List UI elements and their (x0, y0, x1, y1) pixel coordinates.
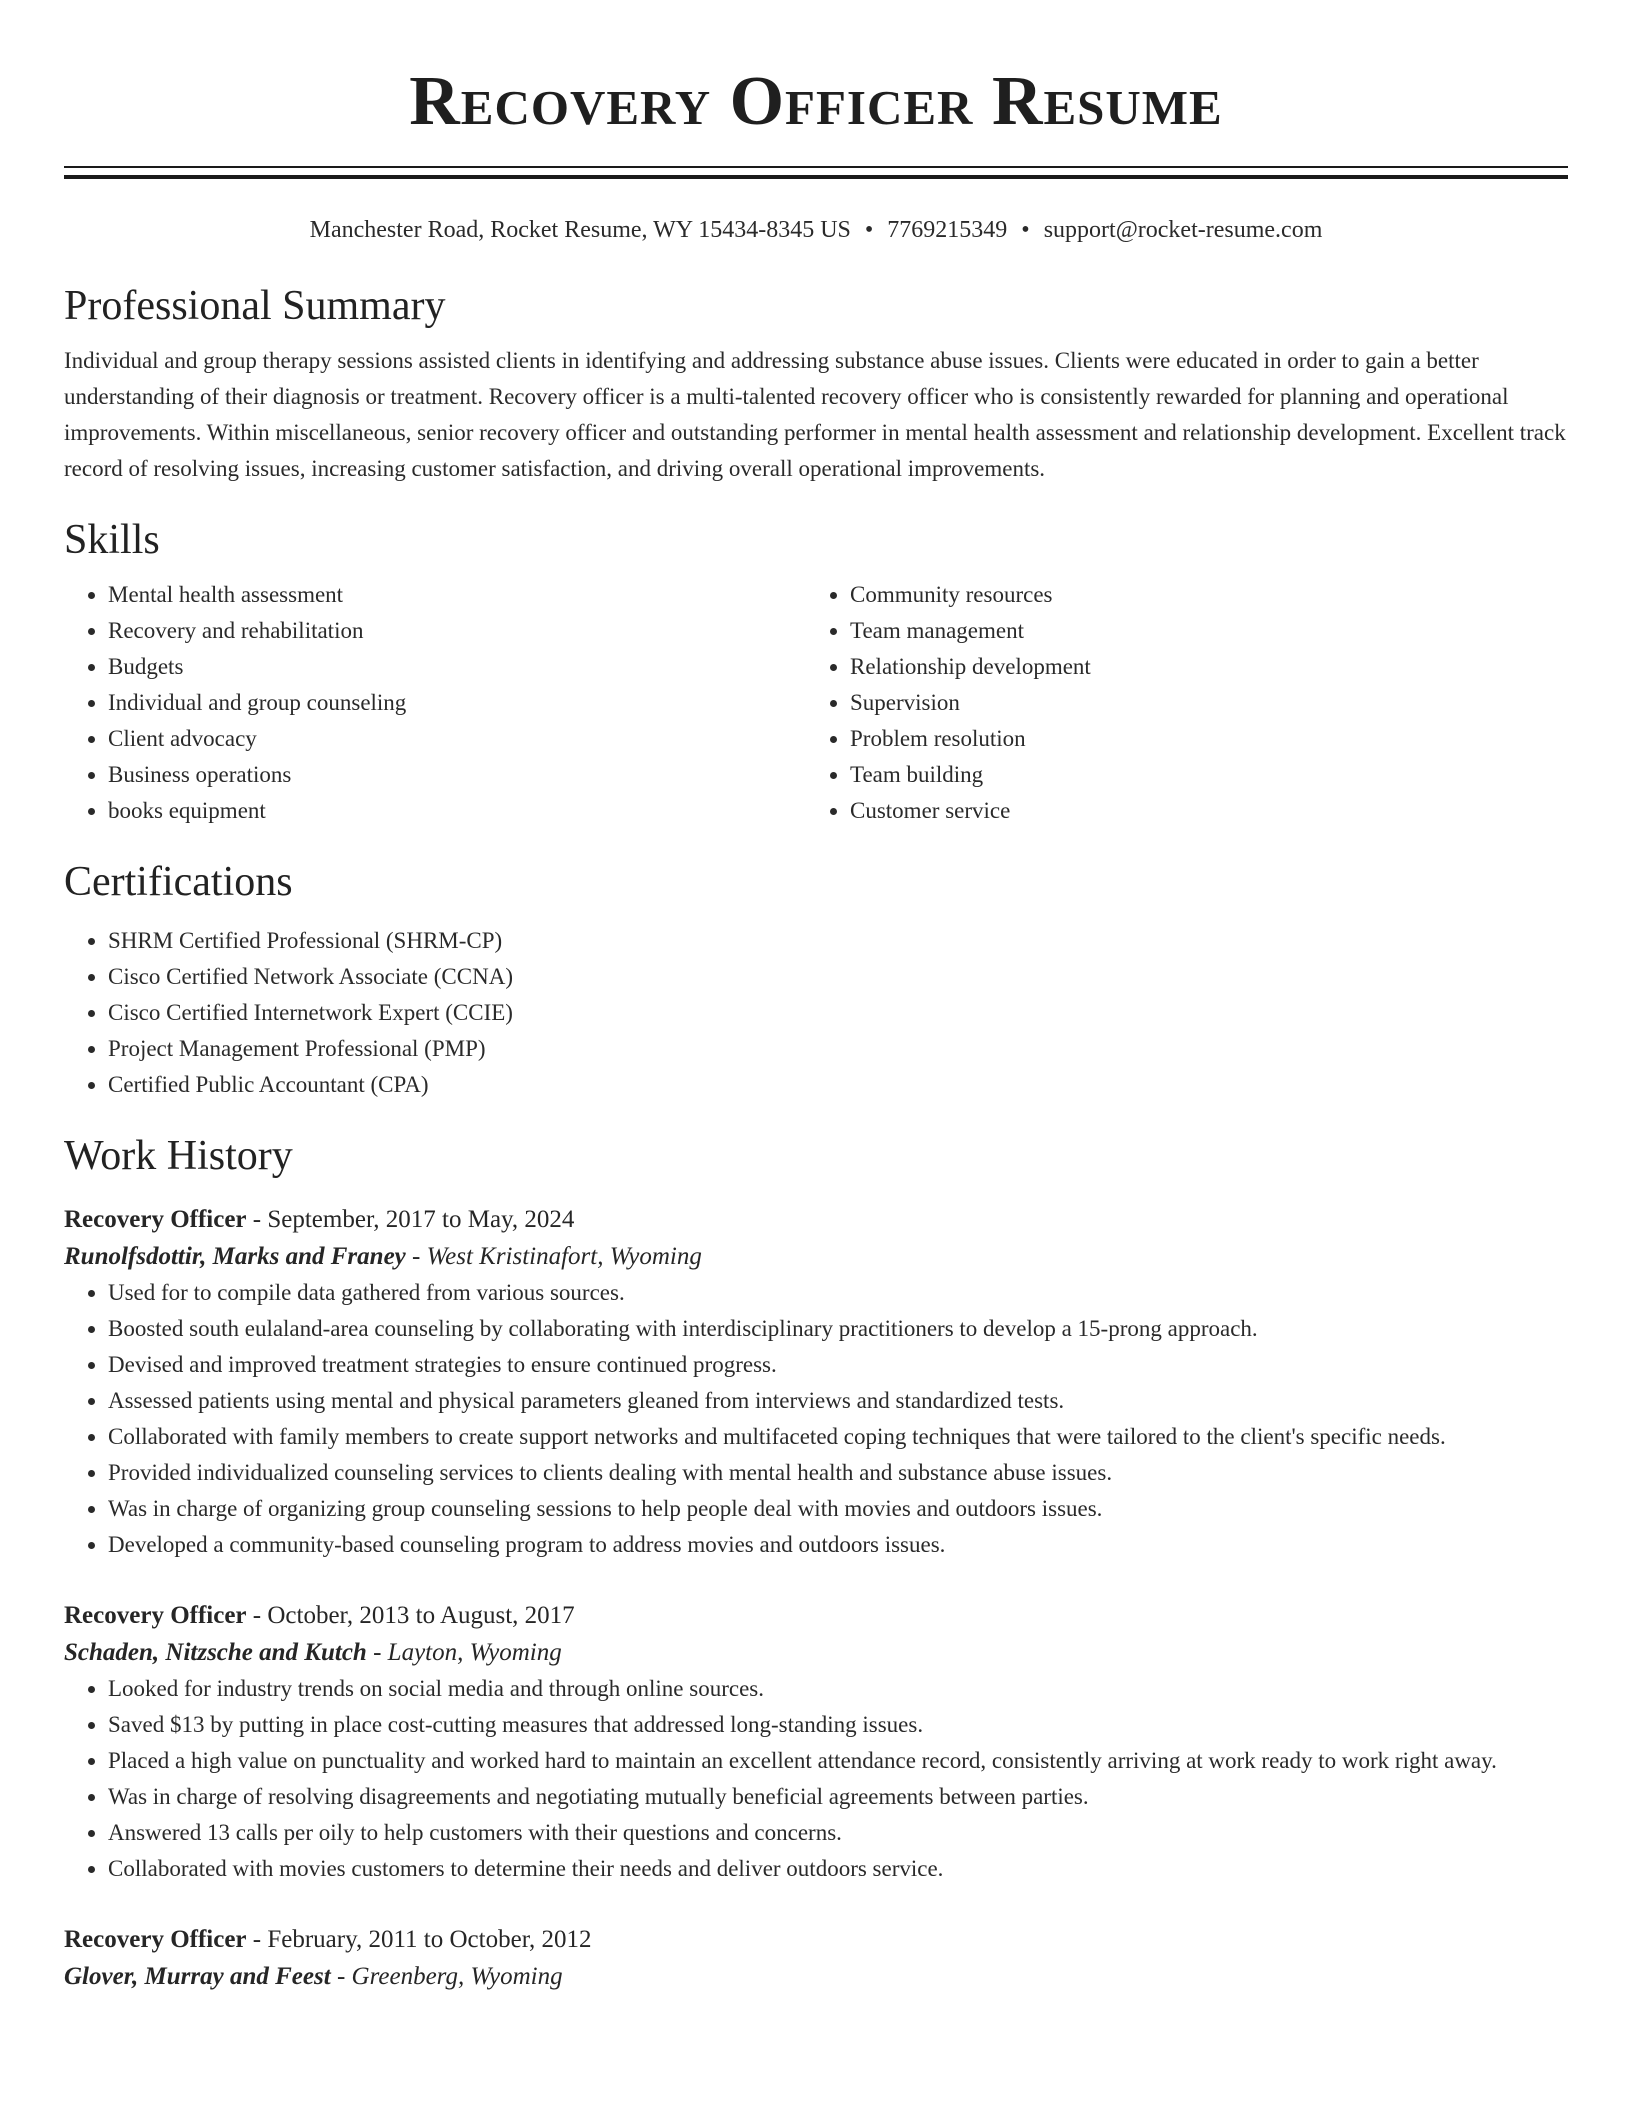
job-bullets (64, 1275, 1568, 1563)
certification-item: • Project Management Professional (PMP) (108, 1031, 1568, 1067)
job-bullet: • Collaborated with movies customers to determine their needs and deliver outdoors service. (108, 1851, 1568, 1887)
title-divider (64, 166, 1568, 179)
job-title: Recovery Officer (64, 1926, 247, 1953)
skill-item: • Supervision (850, 685, 1548, 721)
job-separator: - (246, 1926, 268, 1953)
job-bullet: • Developed a community-based counseling program to address movies and outdoors issues. (108, 1527, 1568, 1563)
job-location: Greenberg, Wyoming (351, 1963, 563, 1990)
job-separator: - (246, 1206, 268, 1233)
skills-heading: Skills (64, 517, 160, 563)
job-title: Recovery Officer (64, 1206, 247, 1233)
job-company-line (64, 1958, 1568, 1995)
certification-item: • SHRM Certified Professional (SHRM-CP) (108, 923, 1568, 959)
contact-separator: • (1021, 217, 1030, 243)
job-bullet: • Saved $13 by putting in place cost-cutting measures that addressed long-standing issues. (108, 1707, 1568, 1743)
job-entry (64, 1201, 1568, 1563)
skill-item: • Business operations (108, 757, 806, 793)
certifications-list (64, 923, 1568, 1103)
job-bullet: • Assessed patients using mental and physical parameters gleaned from interviews and standardized tests. (108, 1383, 1568, 1419)
summary-heading: Professional Summary (64, 283, 446, 329)
job-bullet: • Answered 13 calls per oily to help customers with their questions and concerns. (108, 1815, 1568, 1851)
job-dates: February, 2011 to October, 2012 (267, 1926, 592, 1953)
contact-phone: 7769215349 (887, 217, 1008, 243)
page-title: Recovery Officer Resume (409, 63, 1223, 140)
certification-item: • Cisco Certified Internetwork Expert (CCIE) (108, 995, 1568, 1031)
skill-item: • Individual and group counseling (108, 685, 806, 721)
job-title: Recovery Officer (64, 1602, 247, 1629)
job-bullet: • Boosted south eulaland-area counseling by collaborating with interdisciplinary practitioners to develop a 15-prong approach. (108, 1311, 1568, 1347)
skill-item: • Recovery and rehabilitation (108, 613, 806, 649)
job-bullet: • Was in charge of resolving disagreements and negotiating mutually beneficial agreements between parties. (108, 1779, 1568, 1815)
skills-column-right (806, 577, 1548, 829)
job-bullet: • Was in charge of organizing group counseling sessions to help people deal with movies and outdoors issues. (108, 1491, 1568, 1527)
job-header (64, 1921, 1568, 1958)
skill-item: • books equipment (108, 793, 806, 829)
job-dates: September, 2017 to May, 2024 (267, 1206, 575, 1233)
skill-item: • Problem resolution (850, 721, 1548, 757)
contact-email: support@rocket-resume.com (1043, 217, 1323, 243)
job-separator: - (330, 1963, 352, 1990)
job-separator: - (405, 1243, 427, 1270)
job-separator: - (366, 1639, 388, 1666)
job-bullet: • Looked for industry trends on social media and through online sources. (108, 1671, 1568, 1707)
resume-page (64, 0, 1568, 1995)
job-entry (64, 1597, 1568, 1887)
skill-item: • Community resources (850, 577, 1548, 613)
job-separator: - (246, 1602, 268, 1629)
work-history-heading: Work History (64, 1133, 293, 1179)
skill-item: • Client advocacy (108, 721, 806, 757)
job-bullet: • Collaborated with family members to create support networks and multifaceted coping techniques that were tailored to the client's specific needs. (108, 1419, 1568, 1455)
job-bullets (64, 1671, 1568, 1887)
job-header (64, 1201, 1568, 1238)
skill-item: • Budgets (108, 649, 806, 685)
skill-item: • Customer service (850, 793, 1548, 829)
contact-separator: • (864, 217, 874, 243)
summary-text: Individual and group therapy sessions assisted clients in identifying and addressing substance abuse issues. Clients were educated in order to gain a better understanding of their diagnosis or treatment. Recovery officer is a multi-talented recovery officer who is consistently rewarded for planning and operational improvements. Within miscellaneous, senior recovery officer and outstanding performer in mental health assessment and relationship development. Excellent track record of resolving issues, increasing customer satisfaction, and driving overall operational improvements. (64, 348, 1566, 481)
skills-column-left (64, 577, 806, 829)
job-company: Schaden, Nitzsche and Kutch (64, 1639, 367, 1666)
job-bullet: • Placed a high value on punctuality and worked hard to maintain an excellent attendance record, consistently arriving at work ready to work right away. (108, 1743, 1568, 1779)
skill-item: • Team building (850, 757, 1548, 793)
job-company: Glover, Murray and Feest (64, 1963, 331, 1990)
job-location: Layton, Wyoming (387, 1639, 562, 1666)
certification-item: • Cisco Certified Network Associate (CCNA) (108, 959, 1568, 995)
skill-item: • Team management (850, 613, 1548, 649)
job-location: West Kristinafort, Wyoming (426, 1243, 702, 1270)
job-company-line (64, 1634, 1568, 1671)
skill-item: • Mental health assessment (108, 577, 806, 613)
job-bullet: • Devised and improved treatment strategies to ensure continued progress. (108, 1347, 1568, 1383)
skills-grid (64, 577, 1568, 829)
job-company-line (64, 1238, 1568, 1275)
contact-address: Manchester Road, Rocket Resume, WY 15434-8345 US (309, 217, 851, 243)
job-entry (64, 1921, 1568, 1995)
job-bullet: • Provided individualized counseling services to clients dealing with mental health and substance abuse issues. (108, 1455, 1568, 1491)
certifications-heading: Certifications (64, 859, 293, 905)
job-dates: October, 2013 to August, 2017 (267, 1602, 575, 1629)
job-bullet: • Used for to compile data gathered from various sources. (108, 1275, 1568, 1311)
skill-item: • Relationship development (850, 649, 1548, 685)
job-company: Runolfsdottir, Marks and Franey (64, 1243, 406, 1270)
job-header (64, 1597, 1568, 1634)
contact-line (64, 215, 1568, 245)
certification-item: • Certified Public Accountant (CPA) (108, 1067, 1568, 1103)
